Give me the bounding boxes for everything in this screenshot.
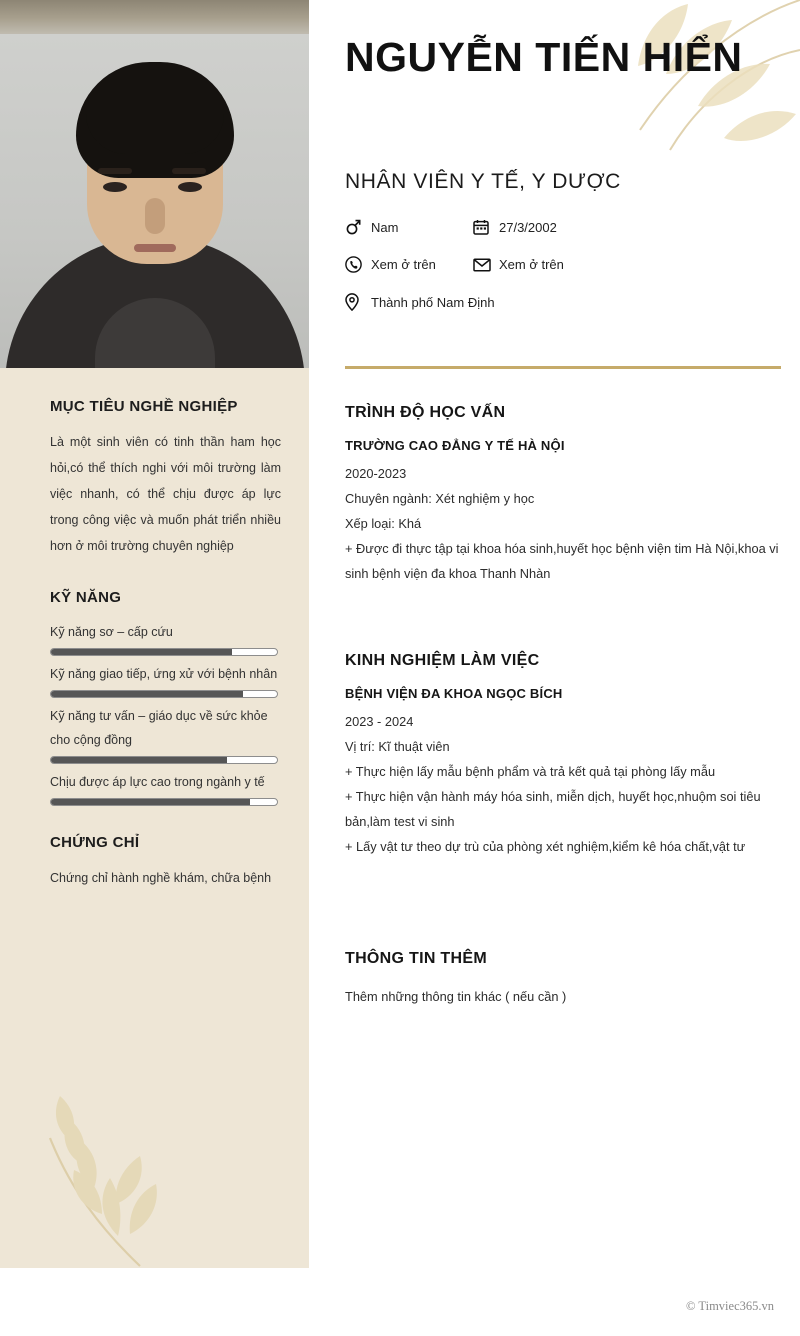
contact-row xyxy=(345,256,775,273)
experience-detail: + Lấy vật tư theo dự trù của phòng xét nghiệm,kiểm kê hóa chất,vật tư xyxy=(345,839,746,854)
contact-row xyxy=(345,218,775,236)
sidebar xyxy=(0,0,309,1268)
education-note: + Được đi thực tập tại khoa hóa sinh,huyết học bệnh viện tim Hà Nội,khoa vi sinh bệnh viện đa khoa Thanh Nhàn xyxy=(345,541,779,581)
contact-email-value: Xem ở trên xyxy=(499,257,564,272)
photo-eyebrow-left xyxy=(98,168,132,174)
education-years: 2020-2023 xyxy=(345,466,407,481)
main-content xyxy=(309,0,800,1336)
contact-phone-value: Xem ở trên xyxy=(371,257,436,272)
contact-phone xyxy=(345,256,473,273)
objective-heading: MỤC TIÊU NGHỀ NGHIỆP xyxy=(50,398,238,415)
skill-item xyxy=(50,704,281,764)
contact-row xyxy=(345,293,775,311)
contact-address-value: Thành phố Nam Định xyxy=(371,294,495,310)
page-title: NGUYỄN TIẾN HIỂN xyxy=(345,34,743,80)
profile-photo xyxy=(0,0,309,368)
skill-item xyxy=(50,662,281,698)
leaf-decoration-bottom-left xyxy=(0,1028,230,1268)
photo-mouth xyxy=(134,244,176,252)
skill-bar xyxy=(50,756,278,764)
education-school: TRƯỜNG CAO ĐẲNG Y TẾ HÀ NỘI xyxy=(345,438,565,453)
skill-bar xyxy=(50,648,278,656)
contact-gender xyxy=(345,218,473,236)
photo-eye-left xyxy=(103,182,127,192)
experience-detail: + Thực hiện vận hành máy hóa sinh, miễn dịch, huyết học,nhuộm soi tiêu bản,làm test vi sinh xyxy=(345,789,761,829)
job-title: NHÂN VIÊN Y TẾ, Y DƯỢC xyxy=(345,170,621,193)
skill-item xyxy=(50,770,281,806)
experience-position: Vị trí: Kĩ thuật viên xyxy=(345,739,450,754)
experience-section xyxy=(345,652,785,859)
experience-heading: KINH NGHIỆM LÀM VIỆC xyxy=(345,652,540,669)
certificate-text: Chứng chỉ hành nghề khám, chữa bệnh xyxy=(50,871,272,885)
contact-email xyxy=(473,257,564,272)
education-grade: Xếp loại: Khá xyxy=(345,516,422,531)
contact-address xyxy=(345,293,495,311)
education-section xyxy=(345,404,785,586)
education-heading: TRÌNH ĐỘ HỌC VẤN xyxy=(345,404,506,421)
contact-gender-value: Nam xyxy=(371,219,399,235)
gender-icon xyxy=(345,218,371,236)
education-major: Chuyên ngành: Xét nghiệm y học xyxy=(345,491,535,506)
experience-detail: + Thực hiện lấy mẫu bệnh phẩm và trả kết quả tại phòng lấy mẫu xyxy=(345,764,716,779)
additional-info-heading: THÔNG TIN THÊM xyxy=(345,950,487,967)
location-pin-icon xyxy=(345,293,371,311)
mail-icon xyxy=(473,258,499,272)
skill-item xyxy=(50,620,281,656)
additional-info-text: Thêm những thông tin khác ( nếu cần ) xyxy=(345,989,567,1004)
photo-nose xyxy=(145,198,165,234)
skills-heading: KỸ NĂNG xyxy=(50,589,122,606)
experience-years: 2023 - 2024 xyxy=(345,714,414,729)
phone-icon xyxy=(345,256,371,273)
contact-birthday-value: 27/3/2002 xyxy=(499,219,557,235)
skill-label: Kỹ năng giao tiếp, ứng xử với bệnh nhân xyxy=(50,667,278,681)
experience-company: BỆNH VIỆN ĐA KHOA NGỌC BÍCH xyxy=(345,686,563,701)
additional-info-section xyxy=(345,950,785,1009)
contact-info xyxy=(345,218,775,331)
certificate-heading: CHỨNG CHỈ xyxy=(50,834,140,851)
photo-eyebrow-right xyxy=(172,168,206,174)
skill-label: Kỹ năng sơ – cấp cứu xyxy=(50,625,173,639)
skill-label: Kỹ năng tư vấn – giáo dục về sức khỏe cho cộng đồng xyxy=(50,709,268,747)
sidebar-content xyxy=(0,368,309,891)
skill-bar xyxy=(50,690,278,698)
skill-label: Chịu được áp lực cao trong ngành y tế xyxy=(50,775,265,789)
header-divider xyxy=(345,366,781,369)
skill-bar xyxy=(50,798,278,806)
footer-credit: © Timviec365.vn xyxy=(686,1299,774,1313)
calendar-icon xyxy=(473,219,499,235)
contact-birthday xyxy=(473,219,557,235)
photo-eye-right xyxy=(178,182,202,192)
objective-text: Là một sinh viên có tinh thần ham học hỏi,có thể thích nghi với môi trường làm việc nhanh, có thể chịu được áp lực trong công việc và muốn phát triển nhiều hơn ở môi trường chuyên nghiệp xyxy=(50,435,281,553)
